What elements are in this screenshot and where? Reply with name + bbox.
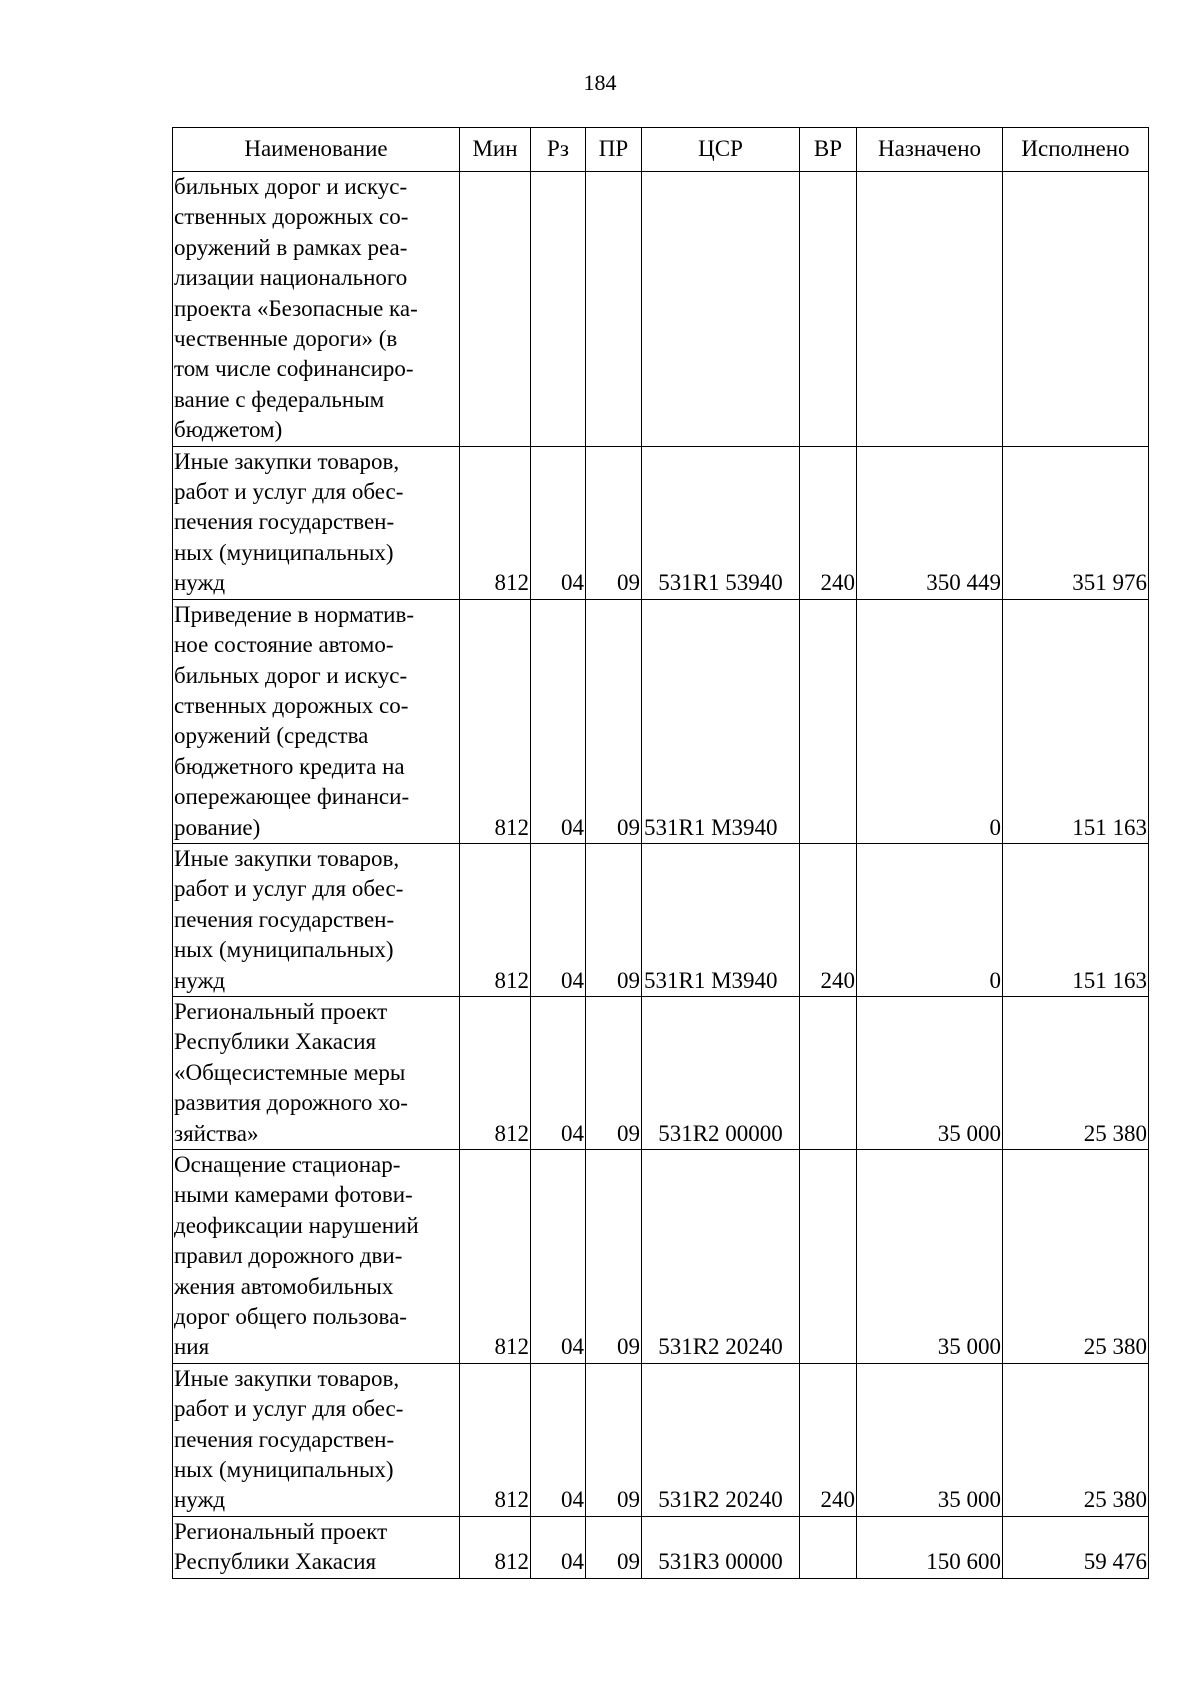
row-executed: 25 380: [1003, 996, 1149, 1149]
row-pr: 09: [586, 599, 642, 843]
row-vr: 240: [800, 446, 857, 599]
row-min: 812: [460, 599, 531, 843]
row-vr: [800, 1516, 857, 1578]
header-csr: ЦСР: [642, 128, 800, 172]
row-vr: 240: [800, 1363, 857, 1516]
row-assigned: 35 000: [857, 1363, 1003, 1516]
row-csr: 531R2 20240: [642, 1363, 800, 1516]
row-assigned: 0: [857, 599, 1003, 843]
row-pr: 09: [586, 1516, 642, 1578]
row-vr: [800, 996, 857, 1149]
row-min: 812: [460, 996, 531, 1149]
row-assigned: [857, 172, 1003, 447]
row-rz: 04: [531, 446, 586, 599]
row-min: 812: [460, 1150, 531, 1364]
table-header-row: [173, 128, 1149, 172]
row-executed: 151 163: [1003, 843, 1149, 996]
row-assigned: 35 000: [857, 1150, 1003, 1364]
row-csr: [642, 172, 800, 447]
header-min: Мин: [460, 128, 531, 172]
budget-execution-table: [172, 127, 1149, 1579]
table-row: [173, 996, 1149, 1149]
row-rz: [531, 172, 586, 447]
row-pr: 09: [586, 446, 642, 599]
row-executed: 351 976: [1003, 446, 1149, 599]
row-name: Региональный проект Республики Хакасия: [173, 1516, 460, 1578]
header-executed: Исполнено: [1003, 128, 1149, 172]
row-vr: 240: [800, 843, 857, 996]
row-pr: 09: [586, 843, 642, 996]
table-row: [173, 843, 1149, 996]
row-pr: 09: [586, 996, 642, 1149]
row-csr: 531R1 M3940: [642, 843, 800, 996]
row-name: Иные закупки товаров, работ и услуг для обес- печения государствен- ных (муниципальных) нужд: [173, 843, 460, 996]
row-name: Приведение в норматив- ное состояние автомо- бильных дорог и искус- ственных дорожных со- оружений (средства бюджетного кредита на опережающее финанси- рование): [173, 599, 460, 843]
row-pr: 09: [586, 1150, 642, 1364]
row-executed: 25 380: [1003, 1150, 1149, 1364]
table-row: [173, 172, 1149, 447]
row-csr: 531R1 M3940: [642, 599, 800, 843]
row-pr: [586, 172, 642, 447]
table-row: [173, 1363, 1149, 1516]
row-csr: 531R1 53940: [642, 446, 800, 599]
row-csr: 531R2 20240: [642, 1150, 800, 1364]
row-csr: 531R3 00000: [642, 1516, 800, 1578]
row-pr: 09: [586, 1363, 642, 1516]
row-assigned: 0: [857, 843, 1003, 996]
row-min: 812: [460, 1363, 531, 1516]
row-rz: 04: [531, 996, 586, 1149]
header-rz: Рз: [531, 128, 586, 172]
row-rz: 04: [531, 1150, 586, 1364]
row-vr: [800, 1150, 857, 1364]
row-min: 812: [460, 1516, 531, 1578]
row-rz: 04: [531, 599, 586, 843]
row-rz: 04: [531, 1516, 586, 1578]
row-csr: 531R2 00000: [642, 996, 800, 1149]
row-assigned: 150 600: [857, 1516, 1003, 1578]
header-name: Наименование: [173, 128, 460, 172]
header-vr: ВР: [800, 128, 857, 172]
row-rz: 04: [531, 843, 586, 996]
row-name: Региональный проект Республики Хакасия «Общесистемные меры развития дорожного хо- зяйства»: [173, 996, 460, 1149]
table-row: [173, 446, 1149, 599]
row-executed: [1003, 172, 1149, 447]
row-executed: 25 380: [1003, 1363, 1149, 1516]
row-name: Оснащение стационар- ными камерами фотови- деофиксации нарушений правил дорожного дви- жения автомобильных дорог общего пользова- ния: [173, 1150, 460, 1364]
row-name: Иные закупки товаров, работ и услуг для обес- печения государствен- ных (муниципальных) нужд: [173, 446, 460, 599]
row-executed: 59 476: [1003, 1516, 1149, 1578]
row-executed: 151 163: [1003, 599, 1149, 843]
page-number: 184: [583, 70, 617, 95]
table-row: [173, 1516, 1149, 1578]
row-vr: [800, 172, 857, 447]
row-assigned: 35 000: [857, 996, 1003, 1149]
table-row: [173, 599, 1149, 843]
header-pr: ПР: [586, 128, 642, 172]
row-assigned: 350 449: [857, 446, 1003, 599]
row-rz: 04: [531, 1363, 586, 1516]
row-name: бильных дорог и искус- ственных дорожных со- оружений в рамках реа- лизации национального проекта «Безопасные ка- чественные дороги» (в том числе софинансиро- вание с федеральным бюджетом): [173, 172, 460, 447]
row-min: 812: [460, 843, 531, 996]
row-vr: [800, 599, 857, 843]
header-assigned: Назначено: [857, 128, 1003, 172]
row-min: [460, 172, 531, 447]
table-row: [173, 1150, 1149, 1364]
row-min: 812: [460, 446, 531, 599]
row-name: Иные закупки товаров, работ и услуг для обес- печения государствен- ных (муниципальных) нужд: [173, 1363, 460, 1516]
